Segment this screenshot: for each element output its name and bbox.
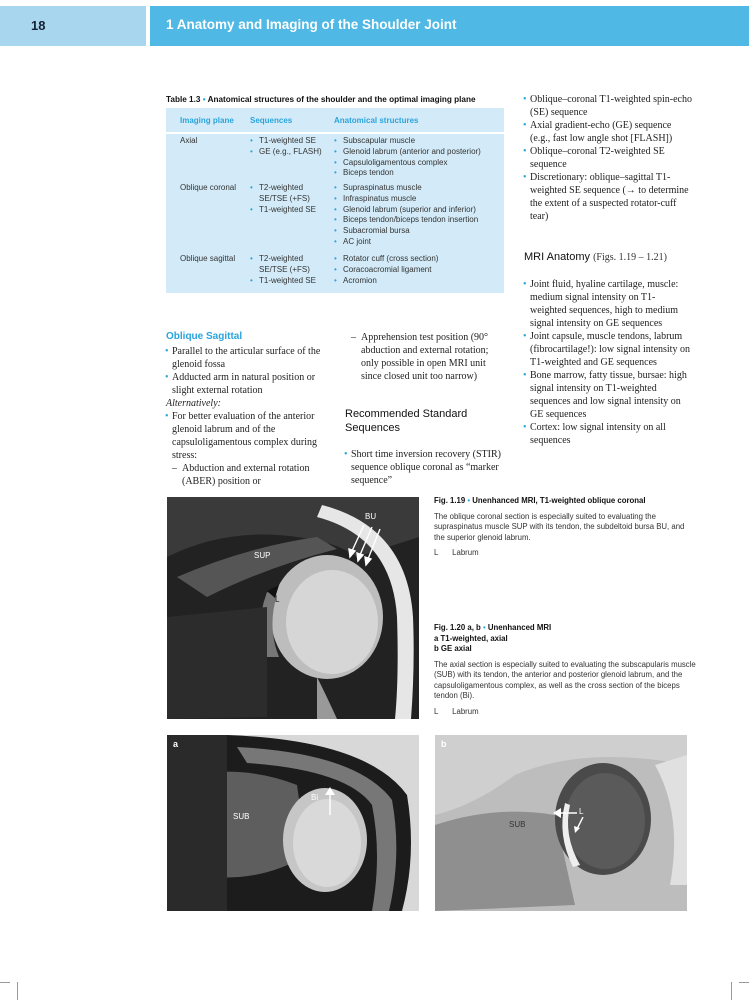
label-bi: Bi: [311, 793, 319, 802]
table-list-item: • Subacromial bursa: [334, 226, 504, 237]
figure-title: Unenhanced MRI, T1-weighted oblique coronal: [472, 496, 646, 505]
table-caption: [166, 95, 476, 104]
table-list-item: • Infraspinatus muscle: [334, 194, 504, 205]
label-sup: SUP: [254, 551, 271, 560]
panel-label-b: b: [441, 739, 447, 749]
table-list-item: • T1-weighted SE: [250, 276, 316, 287]
table-list-item: • Acromion: [334, 276, 502, 287]
table-cell-sequences: [250, 136, 330, 158]
mri-image-coronal: [167, 497, 419, 719]
figure-caption-120: [434, 623, 696, 717]
list-item: • Parallel to the articular surface of the glenoid fossa: [166, 345, 326, 371]
table-list-item: • Biceps tendon/biceps tendon insertion: [334, 215, 504, 226]
structures-table: [166, 108, 504, 293]
table-cell-plane: Oblique coronal: [180, 183, 237, 192]
table-list-item: • Rotator cuff (cross section): [334, 254, 502, 265]
crop-mark: [731, 982, 732, 1000]
mri-image-axial-t1: [167, 735, 419, 911]
arrow-icon: [573, 817, 585, 833]
mri-axial-t1-graphic: [167, 735, 419, 911]
table-list-item: • Biceps tendon: [334, 168, 502, 179]
table-list-item: • T1-weighted SE: [250, 136, 330, 147]
label-sub: SUB: [233, 812, 250, 821]
label-l: L: [275, 595, 280, 604]
table-list-item: • T2-weighted SE/TSE (+FS): [250, 183, 316, 205]
arrow-icon: [325, 787, 335, 815]
figure-description: The axial section is especially suited to evaluating the subscapularis muscle (SUB) with its tendon, the anterior and posterior glenoid labrum, and the capsuloligamentous complex, as well as the cross section of the biceps tendon (Bi).: [434, 659, 696, 700]
table-list-item: • Coracoacromial ligament: [334, 265, 502, 276]
recommended-list: [345, 448, 503, 487]
section-heading: Oblique Sagittal: [166, 331, 243, 342]
table-header: Anatomical structures: [334, 116, 419, 125]
table-cell-structures: [334, 254, 502, 286]
list-item: • Joint capsule, muscle tendons, labrum (fibrocartilage!): low signal intensity on T1-weighted and GE sequences: [524, 330, 692, 369]
label-sub: SUB: [509, 820, 526, 829]
crop-mark: [739, 982, 749, 983]
oblique-sagittal-text-cont: [345, 331, 505, 383]
figure-title: Unenhanced MRI: [487, 623, 552, 632]
table-header: Sequences: [250, 116, 293, 125]
section-heading: Recommended Standard Sequences: [345, 408, 468, 434]
list-item: • Oblique–coronal T1-weighted spin-echo (SE) sequence: [524, 93, 692, 119]
legend-value: Labrum: [452, 548, 479, 557]
table-cell-plane: Axial: [180, 136, 198, 145]
table-list-item: • AC joint: [334, 237, 504, 248]
list-item: • Axial gradient-echo (GE) sequence (e.g., fast low angle shot [FLASH]): [524, 119, 692, 145]
chapter-title: 1 Anatomy and Imaging of the Shoulder Joint: [166, 17, 457, 32]
legend-key: L: [434, 548, 439, 557]
caption-bullet: •: [467, 496, 471, 505]
legend-value: Labrum: [452, 706, 479, 716]
list-item: • Bone marrow, fatty tissue, bursae: high signal intensity on T1-weighted sequences and low signal intensity on GE sequences: [524, 369, 692, 421]
figure-label: Fig. 1.19: [434, 496, 466, 505]
alternatively-label: Alternatively:: [166, 398, 221, 409]
mri-anatomy-heading: [524, 250, 667, 265]
table-label: Table 1.3: [166, 95, 201, 104]
list-item: • Discretionary: oblique–sagittal T1-weighted SE sequence (→ to determine the extent of a suspected rotator-cuff tear): [524, 171, 692, 223]
figure-reference: (Figs. 1.19 – 1.21): [593, 252, 667, 263]
list-item: • Short time inversion recovery (STIR) sequence oblique coronal as “marker sequence”: [345, 448, 503, 487]
section-heading: MRI Anatomy: [524, 251, 591, 263]
page-number-box: [0, 6, 146, 46]
table-list-item: • T1-weighted SE: [250, 205, 316, 216]
crop-mark: [17, 982, 18, 1000]
list-item: • For better evaluation of the anterior glenoid labrum and of the capsuloligamentous complex during stress:: [166, 410, 326, 462]
figure-subtitle-b: b GE axial: [434, 644, 472, 653]
crop-mark: [0, 982, 10, 983]
table-cell-sequences: [250, 254, 316, 286]
label-bu: BU: [365, 512, 377, 521]
list-item: • Cortex: low signal intensity on all sequences: [524, 421, 692, 447]
table-list-item: • Glenoid labrum (anterior and posterior): [334, 147, 502, 158]
figure-description: The oblique coronal section is especially suited to evaluating the supraspinatus muscle SUP with its tendon, the subdeltoid bursa BU, and the superior glenoid labrum.: [434, 511, 685, 542]
table-cell-plane: Oblique sagittal: [180, 254, 236, 263]
figure-subtitle-a: a T1-weighted, axial: [434, 633, 508, 643]
table-cell-sequences: [250, 183, 316, 215]
caption-bullet: •: [482, 623, 486, 632]
table-list-item: • GE (e.g., FLASH): [250, 147, 330, 158]
page-number: 18: [31, 18, 46, 33]
table-list-item: • Glenoid labrum (superior and inferior): [334, 205, 504, 216]
table-cell-structures: [334, 183, 504, 248]
mri-axial-ge-graphic: [435, 735, 687, 911]
list-item: • Joint fluid, hyaline cartilage, muscle: medium signal intensity on T1-weighted sequences, high to medium signal intensity on GE sequences: [524, 278, 692, 330]
sequence-list: [524, 93, 692, 223]
table-title: Anatomical structures of the shoulder and the optimal imaging plane: [207, 95, 476, 104]
oblique-sagittal-text: [166, 345, 326, 488]
figure-label: Fig. 1.20 a, b: [434, 623, 481, 632]
figure-caption-119: [434, 496, 694, 559]
panel-label-a: a: [173, 739, 179, 749]
list-item: • Oblique–coronal T2-weighted SE sequence: [524, 145, 692, 171]
legend-key: L: [434, 706, 439, 716]
table-cell-structures: [334, 136, 502, 179]
label-l: L: [579, 807, 584, 816]
table-list-item: • T2-weighted SE/TSE (+FS): [250, 254, 316, 276]
table-header: Imaging plane: [180, 116, 234, 125]
mri-image-axial-ge: [435, 735, 687, 911]
arrow-icon: [332, 517, 392, 567]
chapter-header: [150, 6, 749, 46]
caption-bullet: •: [202, 95, 206, 104]
dash-item: – Abduction and external rotation (ABER) position or: [166, 462, 326, 488]
table-header-divider: [166, 132, 504, 134]
table-list-item: • Supraspinatus muscle: [334, 183, 504, 194]
mri-anatomy-list: [524, 278, 692, 447]
list-item: • Adducted arm in natural position or slight external rotation: [166, 371, 326, 397]
dash-item: – Apprehension test position (90° abduction and external rotation; only possible in open MRI unit since closed unit too narrow): [345, 331, 505, 383]
table-list-item: • Capsuloligamentous complex: [334, 158, 502, 169]
table-list-item: • Subscapular muscle: [334, 136, 502, 147]
